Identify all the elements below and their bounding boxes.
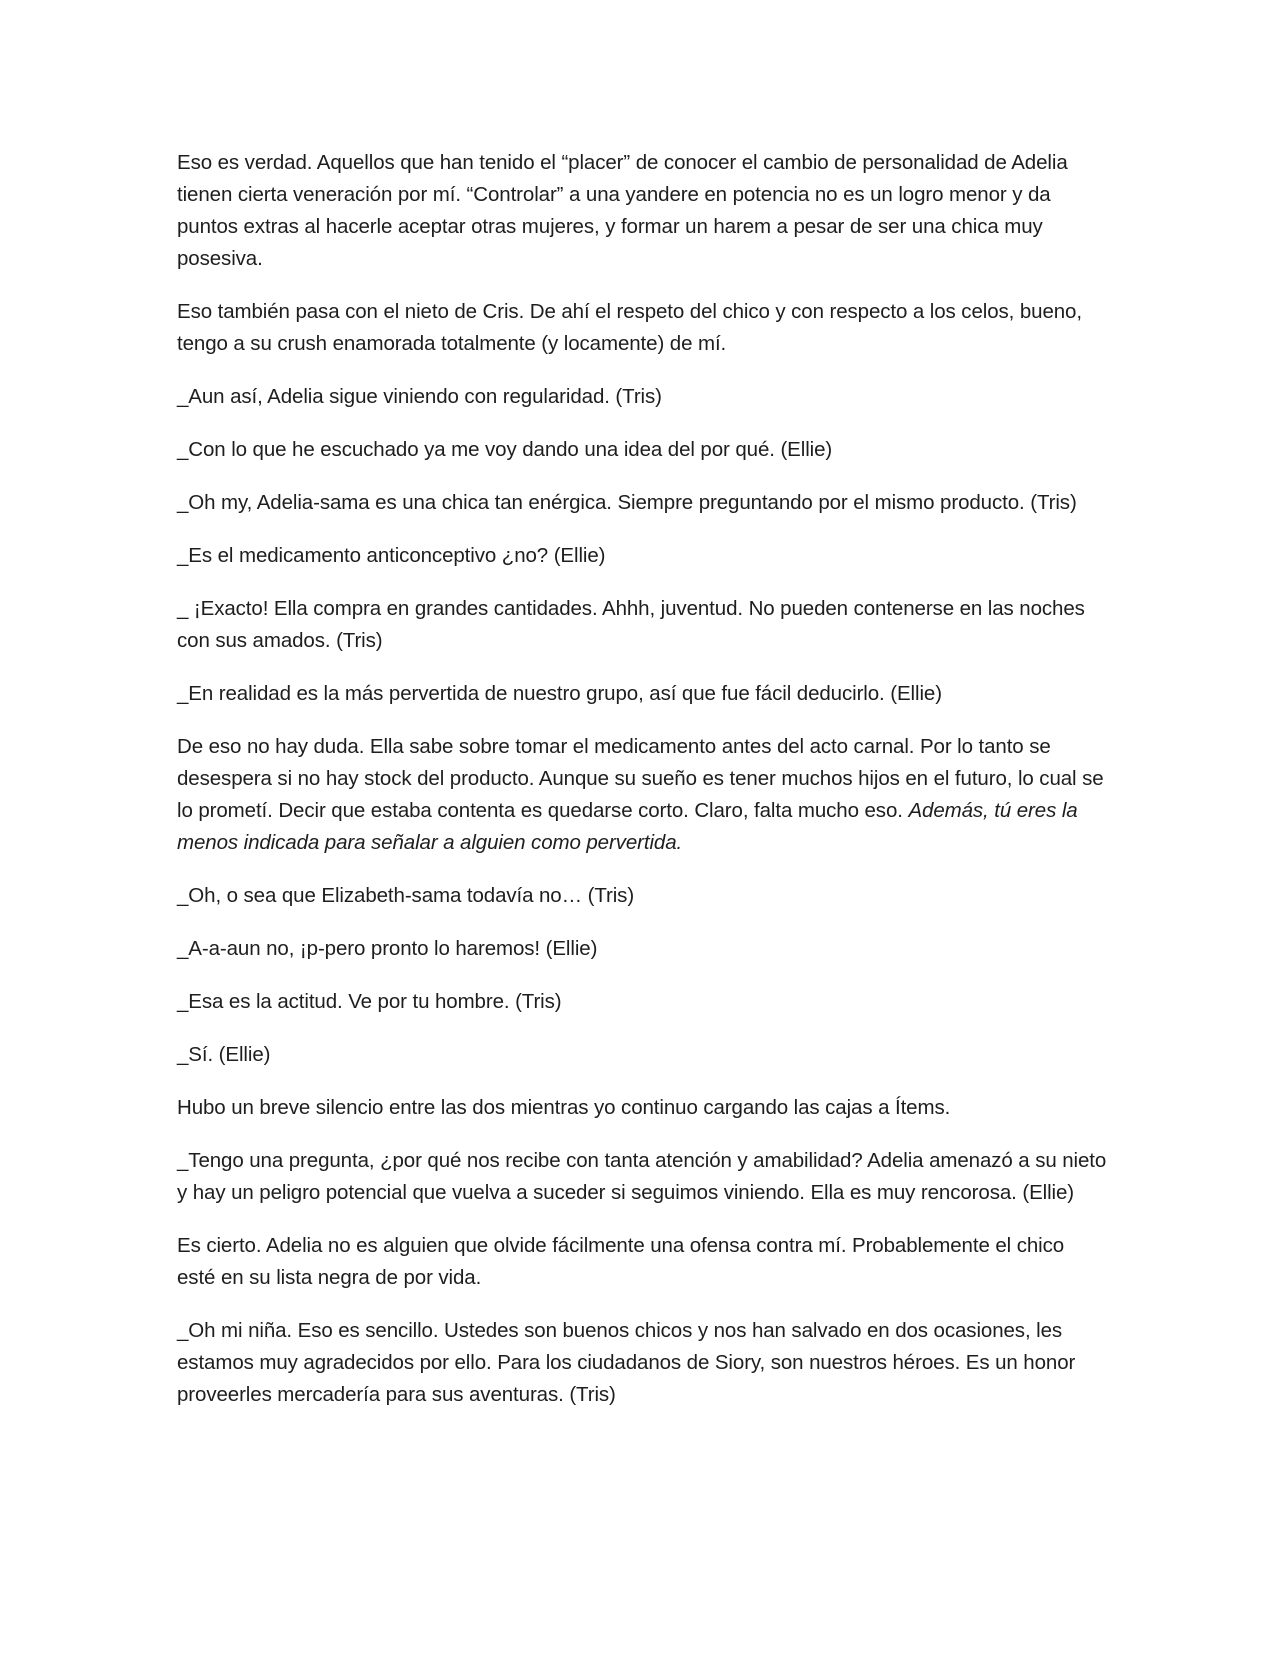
dialogue-line: _Esa es la actitud. Ve por tu hombre. (Tris) xyxy=(177,990,562,1013)
paragraph-1: Eso es verdad. Aquellos que han tenido el “placer” de conocer el cambio de personalidad de Adelia tienen cierta veneración por mí. “Controlar” a una yandere en potencia no es un logro menor y da puntos extras al hacerle aceptar otras mujeres, y formar un harem a pesar de ser una chica muy posesiva. xyxy=(177,151,1068,270)
italic-thought: Además, tú eres la menos indicada para señalar a alguien como pervertida. xyxy=(177,799,1078,854)
dialogue-line: _Aun así, Adelia sigue viniendo con regularidad. (Tris) xyxy=(177,385,662,408)
dialogue-line: _A-a-aun no, ¡p-pero pronto lo haremos! (Ellie) xyxy=(177,937,598,960)
paragraph-2: Eso también pasa con el nieto de Cris. De ahí el respeto del chico y con respecto a los celos, bueno, tengo a su crush enamorada totalmente (y locamente) de mí. xyxy=(177,300,1082,355)
dialogue-line: _Oh my, Adelia-sama es una chica tan enérgica. Siempre preguntando por el mismo producto. (Tris) xyxy=(177,491,1077,514)
narration-paragraph xyxy=(177,731,1107,859)
document-body xyxy=(177,147,1107,1432)
narration-paragraph: Es cierto. Adelia no es alguien que olvide fácilmente una ofensa contra mí. Probablemente el chico esté en su lista negra de por vida. xyxy=(177,1234,1065,1289)
dialogue-line: _Sí. (Ellie) xyxy=(177,1043,271,1066)
dialogue-line: _ ¡Exacto! Ella compra en grandes cantidades. Ahhh, juventud. No pueden contenerse en las noches con sus amados. (Tris) xyxy=(177,597,1085,652)
dialogue-line: _Tengo una pregunta, ¿por qué nos recibe con tanta atención y amabilidad? Adelia amenazó a su nieto y hay un peligro potencial que vuelva a suceder si seguimos viniendo. Ella es muy rencorosa. (Ellie) xyxy=(177,1149,1107,1204)
dialogue-line: _Es el medicamento anticonceptivo ¿no? (Ellie) xyxy=(177,544,606,567)
dialogue-line: _Con lo que he escuchado ya me voy dando una idea del por qué. (Ellie) xyxy=(177,438,833,461)
narration-text: De eso no hay duda. Ella sabe sobre tomar el medicamento antes del acto carnal. Por lo tanto se desespera si no hay stock del producto. Aunque su sueño es tener muchos hijos en el futuro, lo cual se lo prometí. Decir que estaba contenta es quedarse corto. Claro, falta mucho eso. xyxy=(177,735,1104,822)
dialogue-line: _Oh mi niña. Eso es sencillo. Ustedes son buenos chicos y nos han salvado en dos ocasiones, les estamos muy agradecidos por ello. Para los ciudadanos de Siory, son nuestros héroes. Es un honor proveerles mercadería para sus aventuras. (Tris) xyxy=(177,1319,1076,1406)
dialogue-line: _Oh, o sea que Elizabeth-sama todavía no… (Tris) xyxy=(177,884,635,907)
dialogue-line: _En realidad es la más pervertida de nuestro grupo, así que fue fácil deducirlo. (Ellie) xyxy=(177,682,942,705)
narration-paragraph: Hubo un breve silencio entre las dos mientras yo continuo cargando las cajas a Ítems. xyxy=(177,1096,951,1119)
